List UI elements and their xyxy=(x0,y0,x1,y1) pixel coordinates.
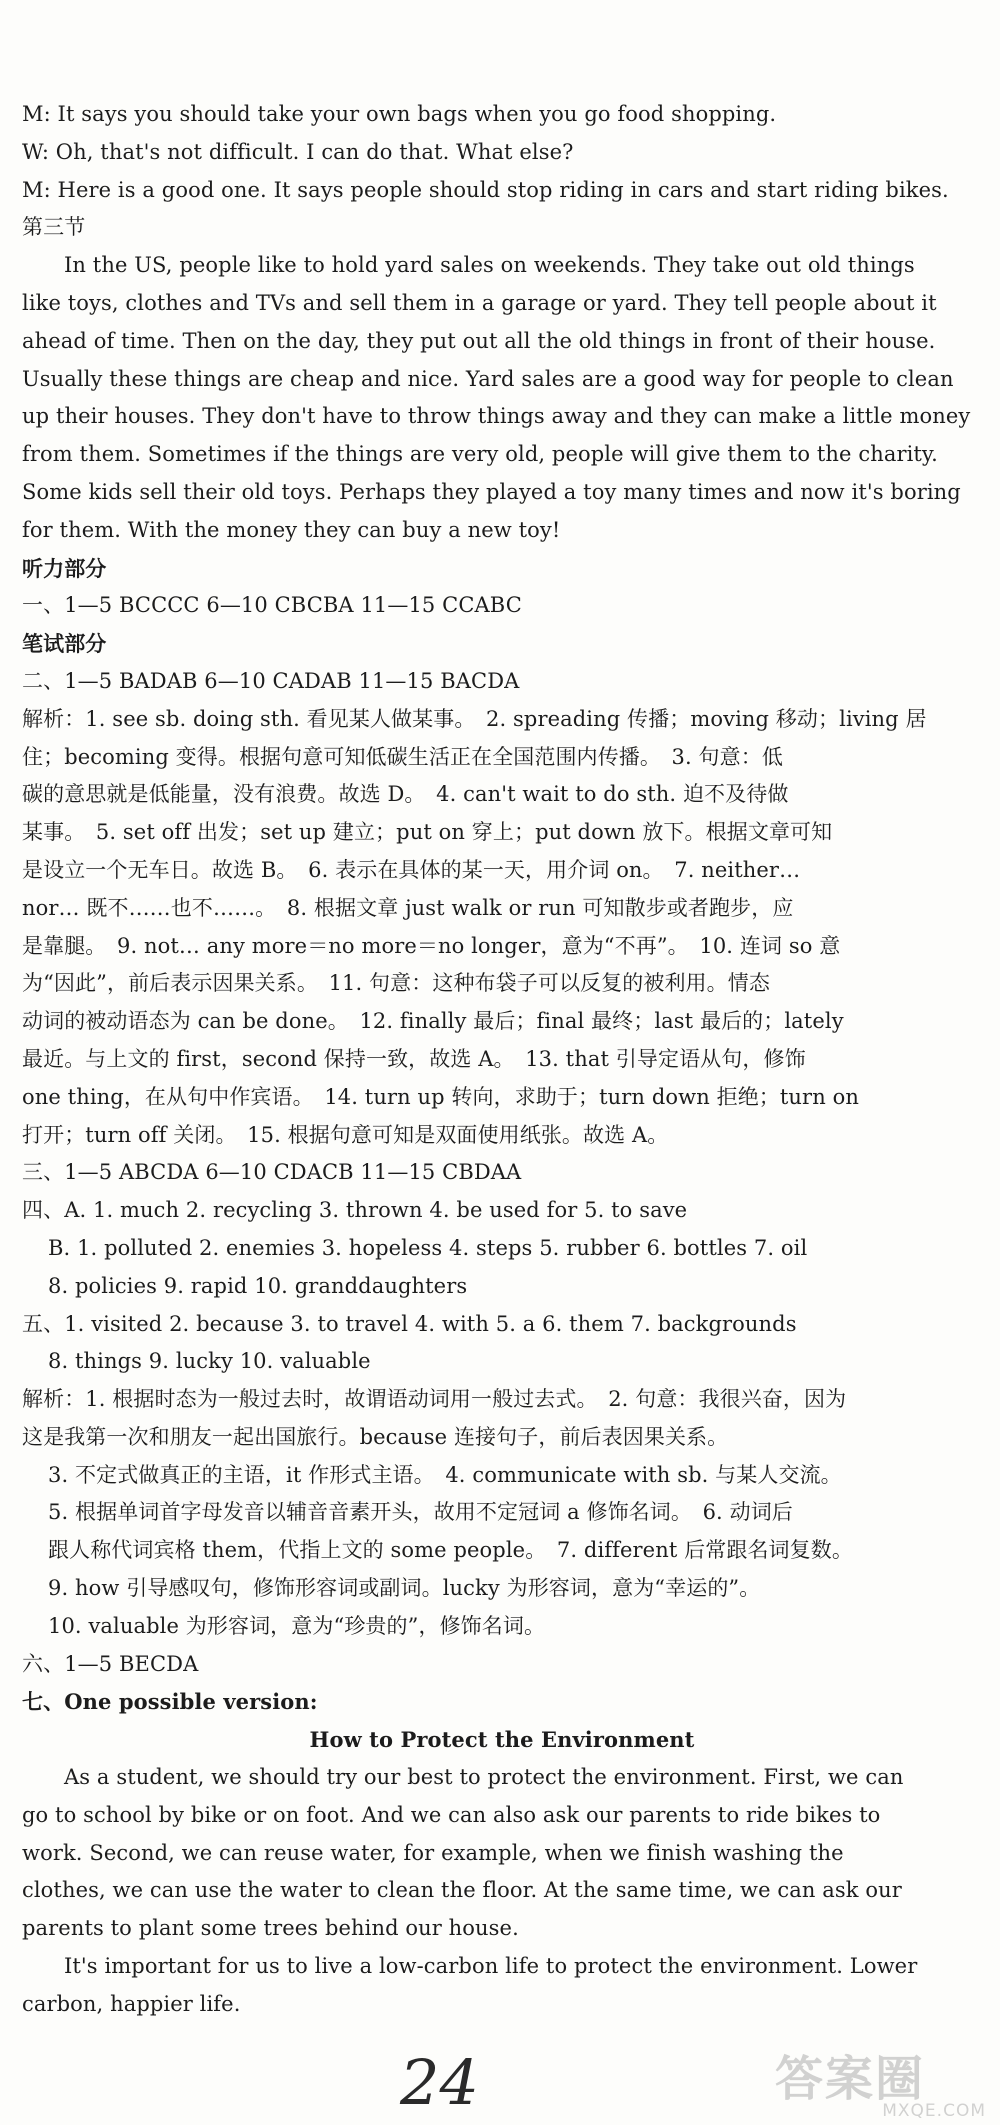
dialogue-line: W: Oh, that's not difficult. I can do that. What else? xyxy=(22,139,574,164)
analysis-line: 9. how 引导感叹句，修饰形容词或副词。lucky 为形容词，意为“幸运的”。 xyxy=(48,1576,761,1601)
essay-line: work. Second, we can reuse water, for example, when we finish washing the xyxy=(22,1840,844,1865)
analysis-line: 打开；turn off 关闭。 15. 根据句意可知是双面使用纸张。故选 A。 xyxy=(22,1122,669,1147)
passage-line: for them. With the money they can buy a new toy! xyxy=(22,517,561,542)
listening-dialogue xyxy=(22,96,982,209)
analysis-line: 3. 不定式做真正的主语，it 作形式主语。 4. communicate with sb. 与某人交流。 xyxy=(48,1462,842,1487)
analysis-line: 为“因此”，前后表示因果关系。 11. 句意：这种布袋子可以反复的被利用。情态 xyxy=(22,971,770,996)
passage-line: Usually these things are cheap and nice. Yard sales are a good way for people to clean xyxy=(22,366,954,391)
analysis-line: nor… 既不……也不……。 8. 根据文章 just walk or run 可知散步或者跑步，应 xyxy=(22,895,794,920)
analysis-line: 跟人称代词宾格 them，代指上文的 some people。 7. different 后常跟名词复数。 xyxy=(48,1538,853,1563)
analysis-line: 最近。与上文的 first，second 保持一致，故选 A。 13. that 引导定语从句，修饰 xyxy=(22,1046,806,1071)
analysis-line: one thing，在从句中作宾语。 14. turn up 转向，求助于；turn down 拒绝；turn on xyxy=(22,1084,859,1109)
analysis-line: 动词的被动语态为 can be done。 12. finally 最后；final 最终；last 最后的；lately xyxy=(22,1009,844,1034)
essay-line: As a student, we should try our best to protect the environment. First, we can xyxy=(64,1765,904,1790)
analysis-line: 10. valuable 为形容词，意为“珍贵的”，修饰名词。 xyxy=(48,1613,546,1638)
essay-line: clothes, we can use the water to clean the floor. At the same time, we can ask our xyxy=(22,1878,902,1903)
passage-line: Some kids sell their old toys. Perhaps they played a toy many times and now it's boring xyxy=(22,479,961,504)
analysis-line: 某事。 5. set off 出发；set up 建立；put on 穿上；put down 放下。根据文章可知 xyxy=(22,820,833,845)
passage-line: up their houses. They don't have to throw things away and they can make a little money xyxy=(22,404,971,429)
q5-analysis xyxy=(22,1381,982,1646)
answer-line-q4b: B. 1. polluted 2. enemies 3. hopeless 4. steps 5. rubber 6. bottles 7. oil xyxy=(48,1235,808,1260)
answer-line-q5: 五、1. visited 2. because 3. to travel 4. with 5. a 6. them 7. backgrounds xyxy=(22,1311,797,1336)
essay-title: How to Protect the Environment xyxy=(309,1727,695,1753)
essay-line: parents to plant some trees behind our house. xyxy=(22,1916,519,1941)
essay-line: go to school by bike or on foot. And we can also ask our parents to ride bikes to xyxy=(22,1802,881,1827)
passage-line: In the US, people like to hold yard sales on weekends. They take out old things xyxy=(64,253,915,278)
section3-heading: 第三节 xyxy=(22,215,86,240)
q2-analysis xyxy=(22,701,982,1155)
watermark-logo: 答案圈 xyxy=(775,2051,926,2107)
passage-line: from them. Sometimes if the things are very old, people will give them to the charity. xyxy=(22,442,938,467)
analysis-line: 住；becoming 变得。根据句意可知低碳生活正在全国范围内传播。 3. 句意：低 xyxy=(22,744,783,769)
listening-part-title: 听力部分 xyxy=(22,555,107,581)
analysis-line: 是设立一个无车日。故选 B。 6. 表示在具体的某一天，用介词 on。 7. neither… xyxy=(22,857,801,882)
answer-line-q5: 8. things 9. lucky 10. valuable xyxy=(48,1349,371,1374)
analysis-line: 解析：1. 根据时态为一般过去时，故谓语动词用一般过去式。 2. 句意：我很兴奋，因为 xyxy=(22,1387,847,1412)
answer-line-q4a: 四、A. 1. much 2. recycling 3. thrown 4. be used for 5. to save xyxy=(22,1198,688,1223)
essay-line: carbon, happier life. xyxy=(22,1991,241,2016)
answer-line-q4b: 8. policies 9. rapid 10. granddaughters xyxy=(48,1273,468,1298)
answer-line-q6: 六、1—5 BECDA xyxy=(22,1651,199,1676)
essay-paragraph-1 xyxy=(22,1759,982,1948)
writing-part-title: 笔试部分 xyxy=(22,631,107,657)
watermark xyxy=(775,2051,990,2121)
analysis-line: 解析：1. see sb. doing sth. 看见某人做某事。 2. spreading 传播；moving 移动；living 居 xyxy=(22,706,927,731)
essay-line: It's important for us to live a low-carbon life to protect the environment. Lower xyxy=(64,1954,918,1979)
passage-line: ahead of time. Then on the day, they put out all the old things in front of their house. xyxy=(22,328,936,353)
analysis-line: 这是我第一次和朋友一起出国旅行。because 连接句子，前后表因果关系。 xyxy=(22,1424,729,1449)
dialogue-line: M: It says you should take your own bags when you go food shopping. xyxy=(22,102,777,126)
essay-paragraph-2 xyxy=(22,1948,982,2024)
answer-line-q1: 一、1—5 BCCCC 6—10 CBCBA 11—15 CCABC xyxy=(22,593,522,618)
answer-line-q3: 三、1—5 ABCDA 6—10 CDACB 11—15 CBDAA xyxy=(22,1160,522,1185)
analysis-line: 5. 根据单词首字母发音以辅音音素开头，故用不定冠词 a 修饰名词。 6. 动词后 xyxy=(48,1500,793,1525)
dialogue-line: M: Here is a good one. It says people should stop riding in cars and start riding bikes. xyxy=(22,177,949,202)
handwritten-page-number: 24 xyxy=(400,2046,479,2119)
watermark-url: MXQE.COM xyxy=(882,2101,986,2121)
analysis-line: 碳的意思就是低能量，没有浪费。故选 D。 4. can't wait to do sth. 迫不及待做 xyxy=(22,782,789,807)
analysis-line: 是靠腿。 9. not… any more＝no more＝no longer，意为“不再”。 10. 连词 so 意 xyxy=(22,933,841,958)
page-content xyxy=(22,96,982,2024)
answer-line-q2: 二、1—5 BADAB 6—10 CADAB 11—15 BACDA xyxy=(22,668,520,693)
passage-line: like toys, clothes and TVs and sell them in a garage or yard. They tell people about it xyxy=(22,290,937,315)
answer-line-q7: 七、One possible version: xyxy=(22,1689,318,1715)
section3-passage xyxy=(22,247,982,549)
